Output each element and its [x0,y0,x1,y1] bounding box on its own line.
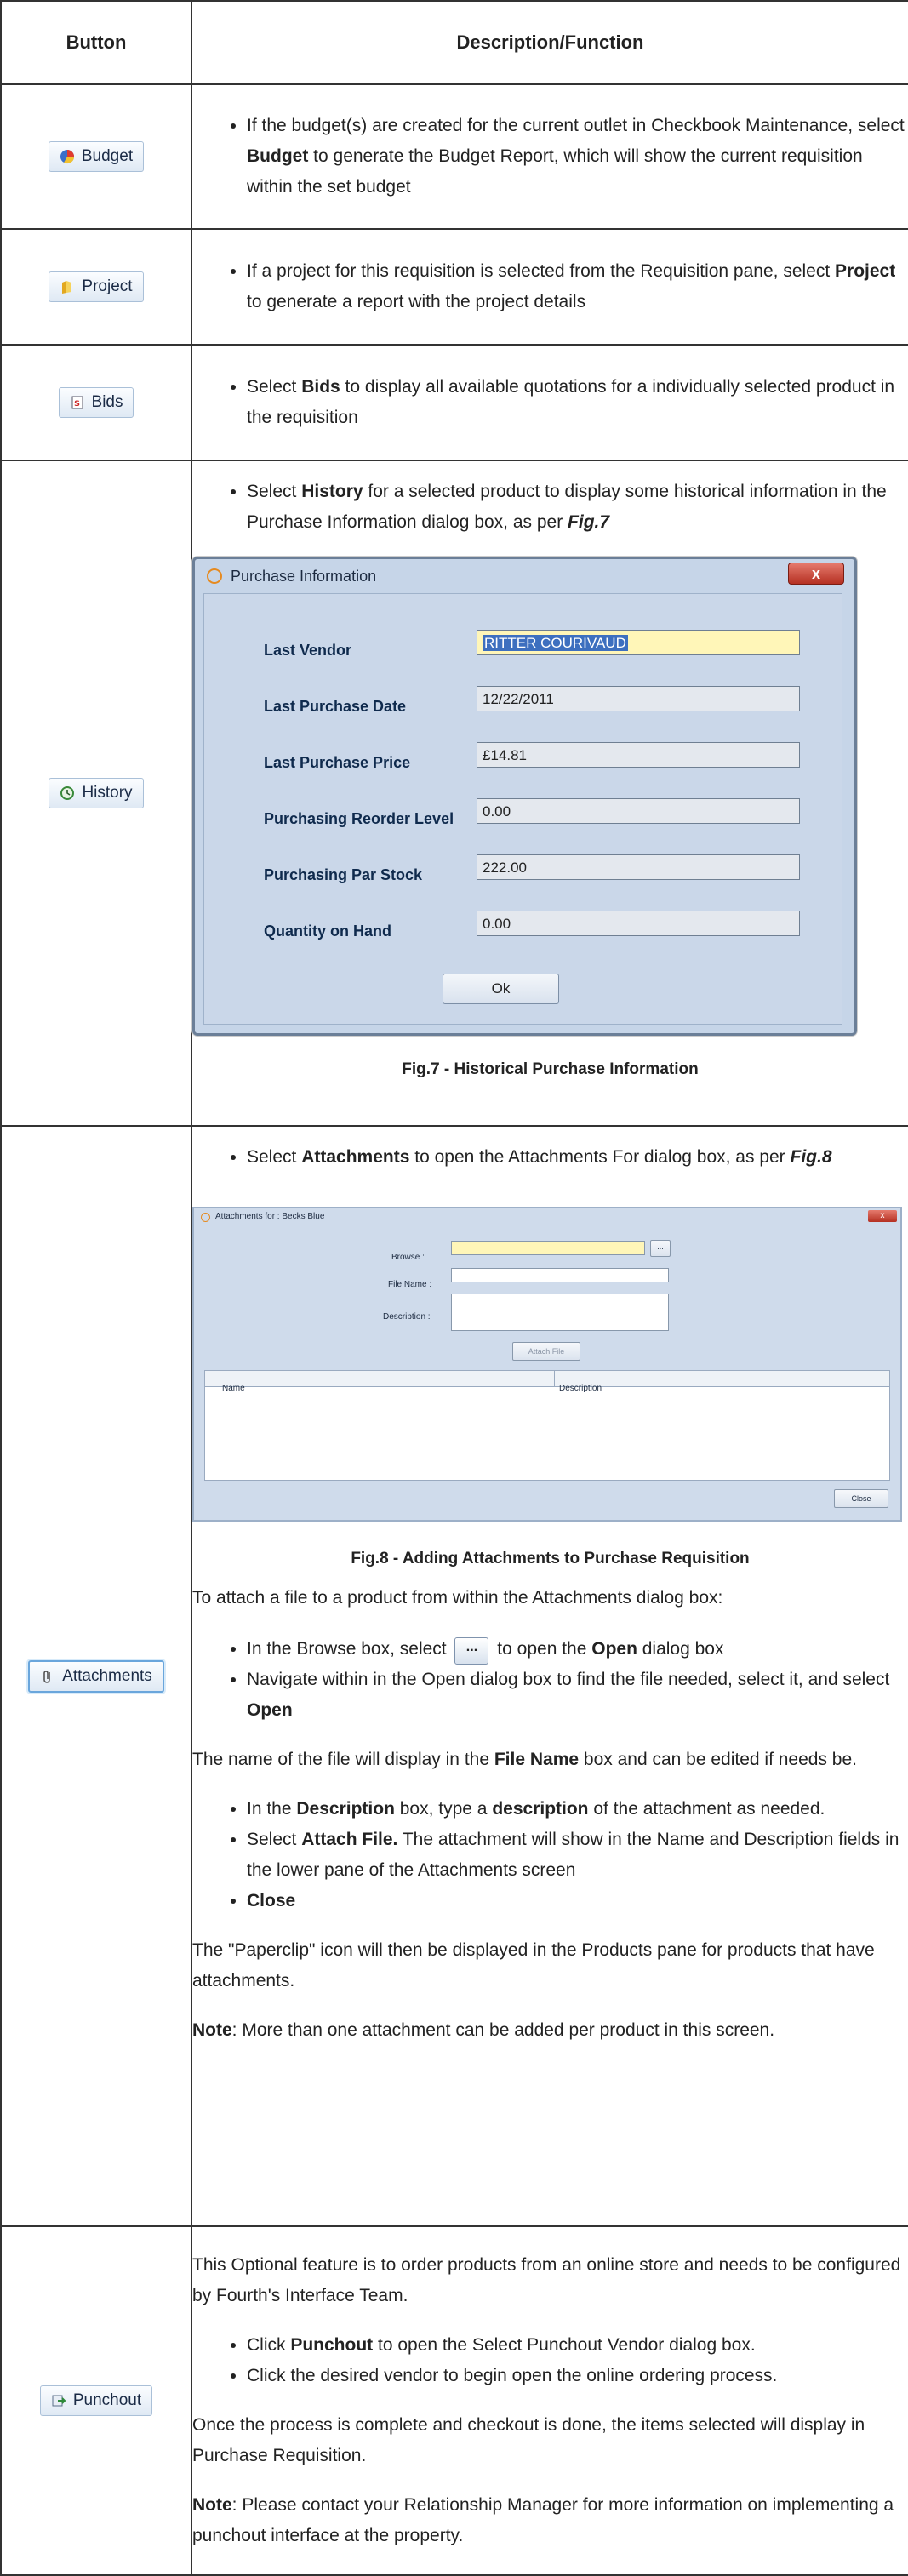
column-name: Name [222,1384,245,1393]
punchout-note: Note: Please contact your Relationship Manager for more information on implementing a punchout interface at the property. [192,2495,894,2545]
column-header-description: Description/Function [191,1,908,84]
app-circle-icon [207,568,222,584]
browse-label: Browse : [391,1253,425,1262]
dialog-title: Attachments for : Becks Blue [215,1212,325,1221]
attachments-paragraph-1: To attach a file to a product from within the Attachments dialog box: [192,1588,723,1608]
field-label: Last Vendor [264,642,352,659]
budget-button[interactable] [49,141,144,172]
ok-button[interactable]: Ok [443,974,559,1004]
column-description: Description [559,1384,602,1393]
attachments-step-description: • In the Description box, type a description of the attachment as needed. [247,1794,908,1825]
file-name-input[interactable] [451,1268,669,1282]
description-input[interactable] [451,1294,669,1331]
column-header-button: Button [1,1,191,84]
bids-icon [70,395,85,410]
punchout-step-vendor: • Click the desired vendor to begin open the online ordering process. [247,2361,908,2391]
budget-description: • If the budget(s) are created for the current outlet in Checkbook Maintenance, select Budget to generate the Budget Report, which will show the current requisition within the set budget [247,111,908,203]
svg-text:$: $ [73,399,80,408]
attachments-note: Note: More than one attachment can be added per product in this screen. [192,2020,775,2040]
paperclip-icon [40,1669,55,1684]
field-label: Purchasing Reorder Level [264,810,454,827]
grid-header [205,1371,889,1393]
attachments-paragraph-2: The name of the file will display in the File Name box and can be edited if needs be. [192,1750,857,1769]
dialog-title-bar [194,1208,900,1225]
history-icon [60,785,75,801]
attachments-step-browse: • In the Browse box, select ... to open the Open dialog box [247,1634,908,1665]
bids-button[interactable] [59,387,134,418]
attach-file-button[interactable]: Attach File [512,1342,580,1361]
reorder-level-field[interactable]: 0.00 [477,798,800,824]
punchout-button[interactable] [40,2385,152,2416]
browse-input[interactable] [451,1241,645,1255]
field-label: Quantity on Hand [264,922,391,940]
quantity-on-hand-field[interactable]: 0.00 [477,911,800,936]
attachments-grid [204,1370,890,1481]
figure-caption: Fig.7 - Historical Purchase Information [402,1060,699,1078]
project-button-label: Project [82,277,133,295]
field-label: Purchasing Par Stock [264,866,423,883]
attachments-step-attach: • Select Attach File. The attachment will show in the Name and Description fields in the lower pane of the Attachments screen [247,1825,908,1886]
field-label: Last Purchase Price [264,754,411,771]
close-button[interactable]: Close [834,1489,888,1508]
punchout-button-label: Punchout [72,2391,142,2409]
punchout-icon [51,2393,66,2408]
table-header-row [1,1,908,84]
close-icon[interactable]: x [788,563,844,585]
project-description: • If a project for this requisition is selected from the Requisition pane, select Project to generate a report with the project details [247,256,908,317]
purchase-information-dialog [192,557,857,1036]
last-purchase-date-field[interactable]: 12/22/2011 [477,686,800,711]
bids-description: • Select Bids to display all available quotations for a individually selected product in the requisition [247,372,908,433]
project-button[interactable] [49,271,143,302]
figure-caption: Fig.8 - Adding Attachments to Purchase Requisition [351,1550,750,1568]
attachments-step-navigate: • Navigate within in the Open dialog box to find the file needed, select it, and select Open [247,1665,908,1726]
table-row-punchout [1,2226,908,2575]
punchout-paragraph-2: Once the process is complete and checkout is done, the items selected will display in Purchase Requisition. [192,2415,865,2465]
last-purchase-price-field[interactable]: £14.81 [477,742,800,768]
app-circle-icon [201,1213,210,1222]
attachments-button-label: Attachments [62,1666,152,1685]
browse-button[interactable]: ... [650,1240,671,1257]
column-divider [554,1371,555,1386]
folder-icon [60,279,75,294]
attachments-paragraph-3: The "Paperclip" icon will then be displayed in the Products pane for products that have attachments. [192,1940,875,1991]
history-description: • Select History for a selected product to display some historical information in the Purchase Information dialog box, as per Fig.7 [247,477,908,538]
dialog-body [203,593,842,1025]
punchout-paragraph-1: This Optional feature is to order products from an online store and needs to be configured by Fourth's Interface Team. [192,2255,901,2305]
browse-ellipsis-button: ... [454,1637,488,1665]
dialog-title: Purchase Information [231,568,377,585]
description-label: Description : [383,1312,431,1322]
table-row-attachments [1,1126,908,2226]
close-icon[interactable]: x [868,1210,897,1222]
punchout-step-click: • Click Punchout to open the Select Punchout Vendor dialog box. [247,2330,908,2361]
dialog-title-bar [195,559,854,593]
budget-button-label: Budget [81,147,134,165]
pie-chart-icon [60,149,75,164]
table-row-project [1,229,908,345]
last-vendor-field[interactable]: RITTER COURIVAUD [477,630,800,655]
table-row-budget [1,84,908,229]
par-stock-field[interactable]: 222.00 [477,854,800,880]
table-row-bids [1,345,908,460]
history-button-label: History [82,784,133,802]
attachments-button[interactable] [28,1660,164,1693]
bids-button-label: Bids [91,393,123,411]
table-row-history [1,460,908,1126]
history-button[interactable] [49,778,143,808]
field-label: Last Purchase Date [264,698,407,715]
attachments-step-close: • Close [247,1886,908,1916]
attachments-intro: • Select Attachments to open the Attachments For dialog box, as per Fig.8 [247,1142,908,1173]
attachments-dialog [192,1207,902,1522]
file-name-label: File Name : [388,1280,432,1289]
